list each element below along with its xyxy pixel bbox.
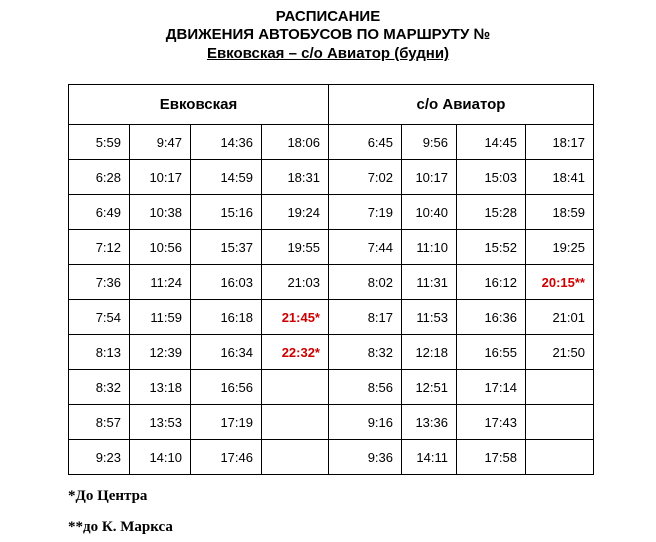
time-cell: 17:58 bbox=[457, 440, 526, 475]
time-cell: 9:36 bbox=[329, 440, 402, 475]
time-cell: 7:12 bbox=[69, 230, 130, 265]
time-cell: 8:32 bbox=[329, 335, 402, 370]
time-cell: 9:47 bbox=[130, 125, 191, 160]
time-cell: 6:45 bbox=[329, 125, 402, 160]
time-cell: 16:34 bbox=[191, 335, 262, 370]
time-cell bbox=[526, 405, 594, 440]
table-row bbox=[69, 265, 594, 300]
table-row bbox=[69, 335, 594, 370]
table-header-row bbox=[69, 85, 594, 125]
time-cell: 12:51 bbox=[402, 370, 457, 405]
time-cell: 11:31 bbox=[402, 265, 457, 300]
time-cell: 14:10 bbox=[130, 440, 191, 475]
table-row bbox=[69, 300, 594, 335]
time-cell: 18:06 bbox=[262, 125, 329, 160]
time-cell: 7:54 bbox=[69, 300, 130, 335]
schedule-table bbox=[68, 84, 594, 475]
time-cell: 8:17 bbox=[329, 300, 402, 335]
time-cell: 11:24 bbox=[130, 265, 191, 300]
time-cell: 15:28 bbox=[457, 195, 526, 230]
time-cell: 9:56 bbox=[402, 125, 457, 160]
page-subtitle: ДВИЖЕНИЯ АВТОБУСОВ ПО МАРШРУТУ № bbox=[165, 26, 491, 43]
time-cell: 17:19 bbox=[191, 405, 262, 440]
time-cell: 12:18 bbox=[402, 335, 457, 370]
time-cell: 18:59 bbox=[526, 195, 594, 230]
time-cell: 16:56 bbox=[191, 370, 262, 405]
time-cell: 7:36 bbox=[69, 265, 130, 300]
time-cell: 18:17 bbox=[526, 125, 594, 160]
time-cell: 8:56 bbox=[329, 370, 402, 405]
time-cell: 13:18 bbox=[130, 370, 191, 405]
time-cell: 18:41 bbox=[526, 160, 594, 195]
time-cell: 9:23 bbox=[69, 440, 130, 475]
time-cell: 10:17 bbox=[130, 160, 191, 195]
table-row bbox=[69, 160, 594, 195]
time-cell: 17:46 bbox=[191, 440, 262, 475]
time-cell: 10:40 bbox=[402, 195, 457, 230]
time-cell: 15:52 bbox=[457, 230, 526, 265]
time-cell: 17:14 bbox=[457, 370, 526, 405]
time-cell: 16:12 bbox=[457, 265, 526, 300]
time-cell: 14:59 bbox=[191, 160, 262, 195]
time-cell bbox=[262, 440, 329, 475]
footnote-center: *До Центра bbox=[68, 488, 148, 504]
time-cell: 18:31 bbox=[262, 160, 329, 195]
time-cell: 16:18 bbox=[191, 300, 262, 335]
time-cell: 20:15** bbox=[526, 265, 594, 300]
right-stop-header: с/о Авиатор bbox=[329, 85, 594, 125]
time-cell: 21:50 bbox=[526, 335, 594, 370]
page-title: РАСПИСАНИЕ bbox=[275, 8, 381, 25]
time-cell: 13:53 bbox=[130, 405, 191, 440]
time-cell: 17:43 bbox=[457, 405, 526, 440]
time-cell: 19:25 bbox=[526, 230, 594, 265]
table-row bbox=[69, 230, 594, 265]
time-cell: 16:36 bbox=[457, 300, 526, 335]
time-cell: 6:28 bbox=[69, 160, 130, 195]
time-cell: 19:24 bbox=[262, 195, 329, 230]
time-cell: 8:02 bbox=[329, 265, 402, 300]
time-cell: 6:49 bbox=[69, 195, 130, 230]
time-cell bbox=[262, 370, 329, 405]
left-stop-header: Евковская bbox=[69, 85, 329, 125]
time-cell: 19:55 bbox=[262, 230, 329, 265]
time-cell: 9:16 bbox=[329, 405, 402, 440]
time-cell: 21:01 bbox=[526, 300, 594, 335]
time-cell: 7:02 bbox=[329, 160, 402, 195]
time-cell: 7:44 bbox=[329, 230, 402, 265]
table-row bbox=[69, 370, 594, 405]
time-cell: 11:53 bbox=[402, 300, 457, 335]
time-cell bbox=[526, 370, 594, 405]
time-cell: 11:10 bbox=[402, 230, 457, 265]
time-cell: 22:32* bbox=[262, 335, 329, 370]
table-row bbox=[69, 195, 594, 230]
time-cell: 21:03 bbox=[262, 265, 329, 300]
time-cell: 14:36 bbox=[191, 125, 262, 160]
time-cell: 15:37 bbox=[191, 230, 262, 265]
route-name: Евковская – с/о Авиатор (будни) bbox=[206, 45, 450, 62]
footnote-marx: **до К. Маркса bbox=[68, 519, 173, 535]
time-cell: 12:39 bbox=[130, 335, 191, 370]
time-cell: 7:19 bbox=[329, 195, 402, 230]
time-cell: 15:16 bbox=[191, 195, 262, 230]
time-cell: 16:55 bbox=[457, 335, 526, 370]
time-cell: 10:38 bbox=[130, 195, 191, 230]
time-cell: 16:03 bbox=[191, 265, 262, 300]
time-cell: 10:17 bbox=[402, 160, 457, 195]
table-row bbox=[69, 405, 594, 440]
time-cell: 8:32 bbox=[69, 370, 130, 405]
time-cell: 14:45 bbox=[457, 125, 526, 160]
time-cell: 15:03 bbox=[457, 160, 526, 195]
time-cell: 14:11 bbox=[402, 440, 457, 475]
time-cell: 8:57 bbox=[69, 405, 130, 440]
time-cell: 5:59 bbox=[69, 125, 130, 160]
time-cell bbox=[262, 405, 329, 440]
time-cell: 13:36 bbox=[402, 405, 457, 440]
time-cell: 21:45* bbox=[262, 300, 329, 335]
table-row bbox=[69, 125, 594, 160]
time-cell: 11:59 bbox=[130, 300, 191, 335]
time-cell: 8:13 bbox=[69, 335, 130, 370]
time-cell bbox=[526, 440, 594, 475]
time-cell: 10:56 bbox=[130, 230, 191, 265]
table-row bbox=[69, 440, 594, 475]
